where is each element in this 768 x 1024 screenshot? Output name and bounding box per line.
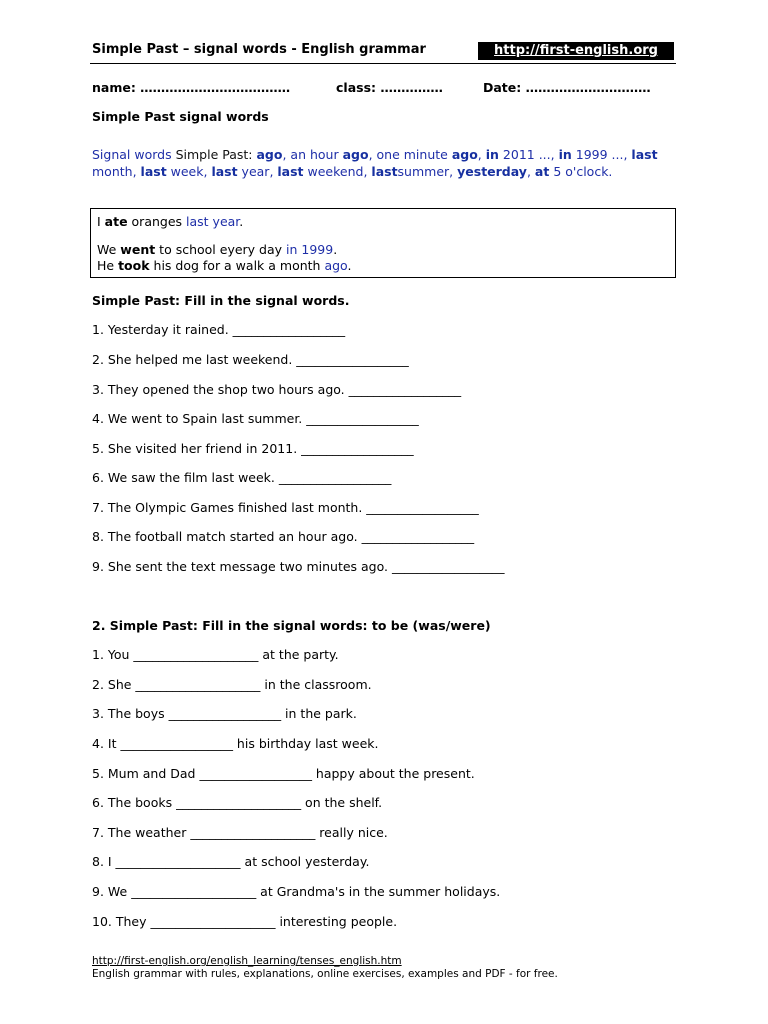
exercise-2-item[interactable]: 2. She ____________________ in the classroom.	[92, 677, 372, 692]
example-sentence-1: I ate oranges last year.	[97, 214, 244, 229]
exercise-2-item[interactable]: 1. You ____________________ at the party.	[92, 647, 339, 662]
footer-text: English grammar with rules, explanations, online exercises, examples and PDF - for free.	[92, 968, 558, 980]
exercise-1-item[interactable]: 8. The football match started an hour ago. __________________	[92, 529, 475, 544]
date-field: Date: …………………………	[483, 80, 651, 95]
example-sentence-2: We went to school eyery day in 1999.	[97, 242, 338, 257]
exercise-2-item[interactable]: 10. They ____________________ interesting people.	[92, 914, 398, 929]
exercise-2-item[interactable]: 7. The weather ____________________ really nice.	[92, 825, 388, 840]
header-divider	[90, 63, 676, 64]
footer-url-link[interactable]: http://first-english.org/english_learning/tenses_english.htm	[92, 955, 402, 967]
exercise-1-item[interactable]: 3. They opened the shop two hours ago. __________________	[92, 382, 462, 397]
exercise-1-title: Simple Past: Fill in the signal words.	[92, 293, 350, 308]
header-url-link[interactable]: http://first-english.org	[478, 42, 674, 60]
exercise-2-item[interactable]: 8. I ____________________ at school yesterday.	[92, 854, 370, 869]
class-field: class: ……………	[336, 80, 443, 95]
exercise-1-item[interactable]: 9. She sent the text message two minutes ago. __________________	[92, 559, 505, 574]
exercise-1-item[interactable]: 6. We saw the film last week. __________________	[92, 470, 392, 485]
exercise-2-item[interactable]: 4. It __________________ his birthday last week.	[92, 736, 379, 751]
exercise-2-item[interactable]: 9. We ____________________ at Grandma's in the summer holidays.	[92, 884, 501, 899]
section-title-signal-words: Simple Past signal words	[92, 109, 269, 124]
example-sentence-3: He took his dog for a walk a month ago.	[97, 258, 352, 273]
exercise-2-item[interactable]: 6. The books ____________________ on the shelf.	[92, 795, 383, 810]
worksheet-title: Simple Past – signal words - English grammar	[92, 42, 426, 57]
exercise-1-item[interactable]: 1. Yesterday it rained. __________________	[92, 322, 346, 337]
exercise-1-item[interactable]: 4. We went to Spain last summer. __________________	[92, 411, 419, 426]
exercise-2-title: 2. Simple Past: Fill in the signal words: to be (was/were)	[92, 618, 491, 633]
exercise-2-item[interactable]: 3. The boys __________________ in the park.	[92, 706, 357, 721]
exercise-1-item[interactable]: 5. She visited her friend in 2011. __________________	[92, 441, 414, 456]
signal-words-intro: Signal words Simple Past: ago, an hour ago, one minute ago, in 2011 ..., in 1999 ..., last month, last week, last year, last weekend, lastsummer, yesterday, at 5 o'clock.	[92, 147, 658, 179]
name-field: name: ………………………………	[92, 80, 291, 95]
exercise-1-item[interactable]: 2. She helped me last weekend. __________________	[92, 352, 409, 367]
exercise-2-item[interactable]: 5. Mum and Dad __________________ happy about the present.	[92, 766, 475, 781]
exercise-1-item[interactable]: 7. The Olympic Games finished last month. __________________	[92, 500, 479, 515]
